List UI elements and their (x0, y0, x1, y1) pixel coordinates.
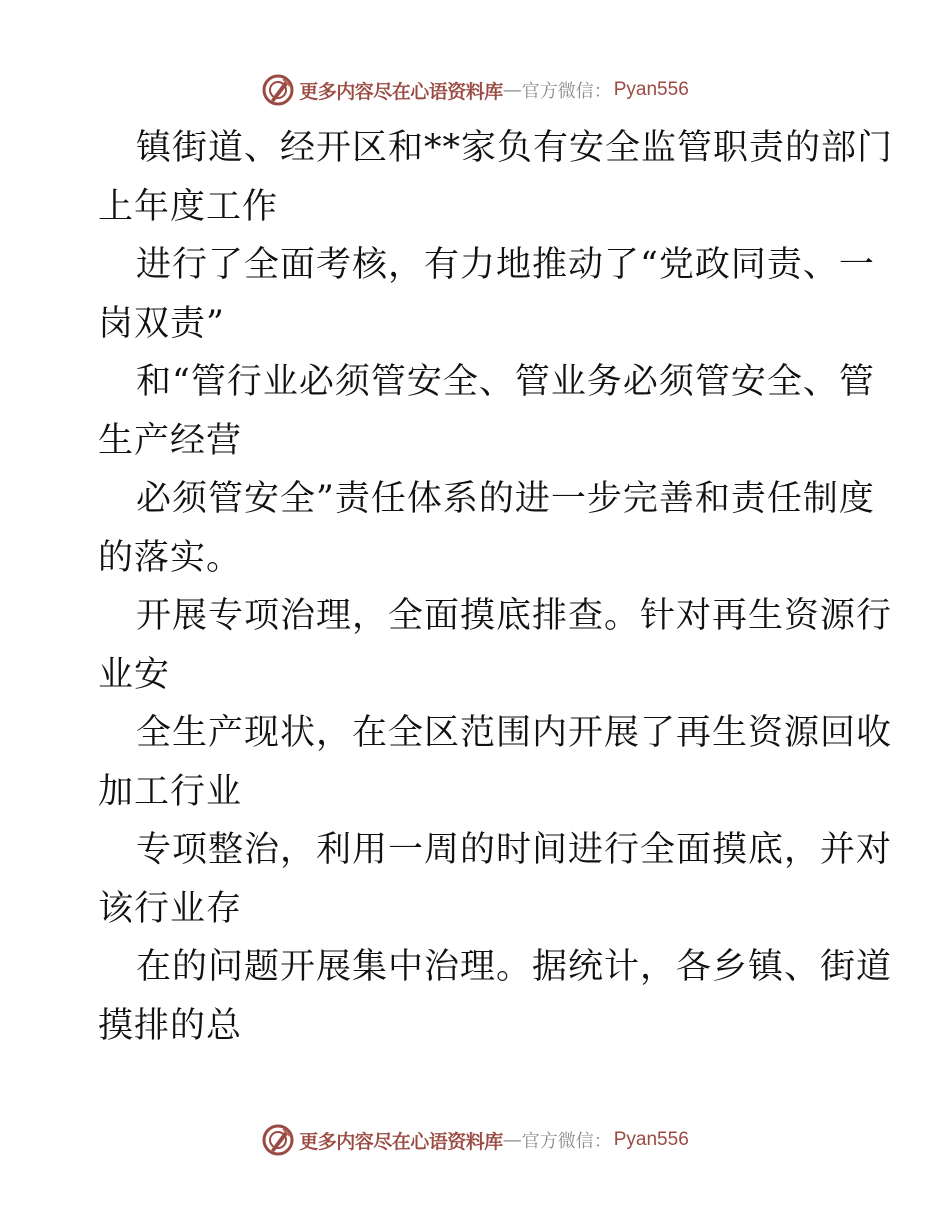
body-line: 镇街道、经开区和**家负有安全监管职责的部门 (136, 128, 894, 168)
banner-wechat-id: Pyan556 (613, 79, 689, 100)
banner-separator: — (502, 79, 522, 101)
pen-nib-logo-icon (261, 1123, 295, 1157)
document-body (98, 119, 894, 1055)
body-line: 业安 (98, 654, 171, 695)
body-line: 该行业存 (98, 888, 243, 929)
body-line: 摸排的总 (98, 1005, 243, 1046)
banner-wechat-label: 官方微信： (521, 1131, 612, 1152)
banner-separator: — (502, 1129, 522, 1151)
body-line: 开展专项治理，全面摸底排查。针对再生资源行 (136, 596, 893, 636)
body-line: 上年度工作 (98, 186, 279, 227)
banner-title: 更多内容尽在心语资料库 (299, 1130, 503, 1153)
body-line: 进行了全面考核，有力地推动了“党政同责、一 (136, 245, 875, 285)
banner-title: 更多内容尽在心语资料库 (299, 80, 503, 103)
banner-wechat-id: Pyan556 (613, 1129, 689, 1150)
body-line: 必须管安全”责任体系的进一步完善和责任制度 (136, 479, 875, 519)
footer-banner (0, 1120, 950, 1160)
body-line: 和“管行业必须管安全、管业务必须管安全、管 (136, 362, 875, 402)
body-line: 的落实。 (98, 537, 243, 578)
header-banner (0, 70, 950, 110)
body-line: 生产经营 (98, 420, 243, 461)
body-line: 全生产现状，在全区范围内开展了再生资源回收 (136, 713, 893, 753)
body-line: 在的问题开展集中治理。据统计，各乡镇、街道 (136, 947, 893, 987)
body-line: 岗双责” (98, 303, 225, 344)
body-line: 专项整治，利用一周的时间进行全面摸底，并对 (136, 830, 893, 870)
banner-wechat-label: 官方微信： (521, 81, 612, 102)
body-line: 加工行业 (98, 771, 243, 812)
pen-nib-logo-icon (261, 73, 295, 107)
